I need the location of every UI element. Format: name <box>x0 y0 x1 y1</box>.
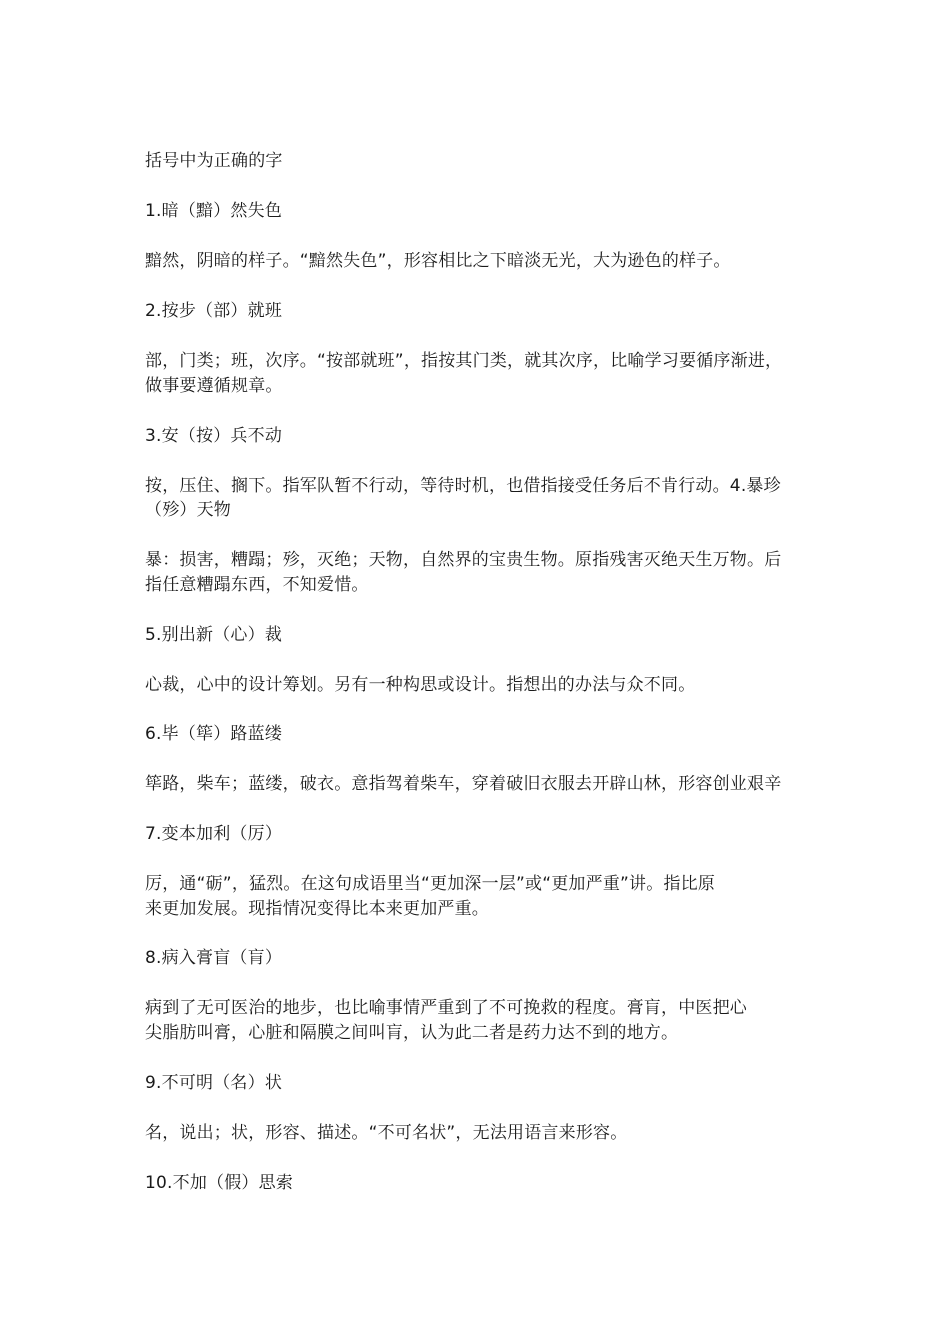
entry-explanation: （殄）天物 <box>145 500 231 520</box>
entry-explanation: 筚路，柴车；蓝缕，破衣。意指驾着柴车，穿着破旧衣服去开辟山林，形容创业艰辛 <box>145 774 782 794</box>
entry-title: 2.按步（部）就班 <box>145 301 283 321</box>
entry-explanation: 尖脂肪叫膏，心脏和隔膜之间叫肓，认为此二者是药力达不到的地方。 <box>145 1023 679 1043</box>
entry-explanation: 按，压住、搁下。指军队暂不行动，等待时机，也借指接受任务后不肯行动。4.暴珍 <box>145 476 781 496</box>
entry-explanation: 病到了无可医治的地步，也比喻事情严重到了不可挽救的程度。膏肓，中医把心 <box>145 998 747 1018</box>
entry-explanation: 部，门类；班，次序。“按部就班”，指按其门类，就其次序，比喻学习要循序渐进， <box>145 351 783 371</box>
entry-explanation: 心裁，心中的设计筹划。另有一种构思或设计。指想出的办法与众不同。 <box>145 675 696 695</box>
entry-explanation: 做事要遵循规章。 <box>145 376 283 396</box>
entry-explanation: 黯然，阴暗的样子。“黯然失色”，形容相比之下暗淡无光，大为逊色的样子。 <box>145 251 731 271</box>
entry-explanation: 厉，通“砺”，猛烈。在这句成语里当“更加深一层”或“更加严重”讲。指比原 <box>145 874 716 894</box>
entry-title: 7.变本加利（厉） <box>145 824 283 844</box>
entry-explanation: 来更加发展。现指情况变得比本来更加严重。 <box>145 899 489 919</box>
entry-title: 5.别出新（心）裁 <box>145 625 283 645</box>
entry-title: 10.不加（假）思索 <box>145 1173 294 1193</box>
entry-explanation: 暴：损害，糟蹋；殄，灭绝；天物，自然界的宝贵生物。原指残害灭绝天生万物。后 <box>145 550 782 570</box>
entry-title: 1.暗（黯）然失色 <box>145 201 283 221</box>
entry-explanation: 指任意糟蹋东西，不知爱惜。 <box>145 575 369 595</box>
entry-title: 3.安（按）兵不动 <box>145 426 283 446</box>
document-heading: 括号中为正确的字 <box>145 151 283 171</box>
entry-title: 8.病入膏盲（肓） <box>145 948 283 968</box>
entry-explanation: 名，说出；状，形容、描述。“不可名状”，无法用语言来形容。 <box>145 1123 628 1143</box>
entry-title: 6.毕（筚）路蓝缕 <box>145 724 283 744</box>
entry-title: 9.不可明（名）状 <box>145 1073 283 1093</box>
